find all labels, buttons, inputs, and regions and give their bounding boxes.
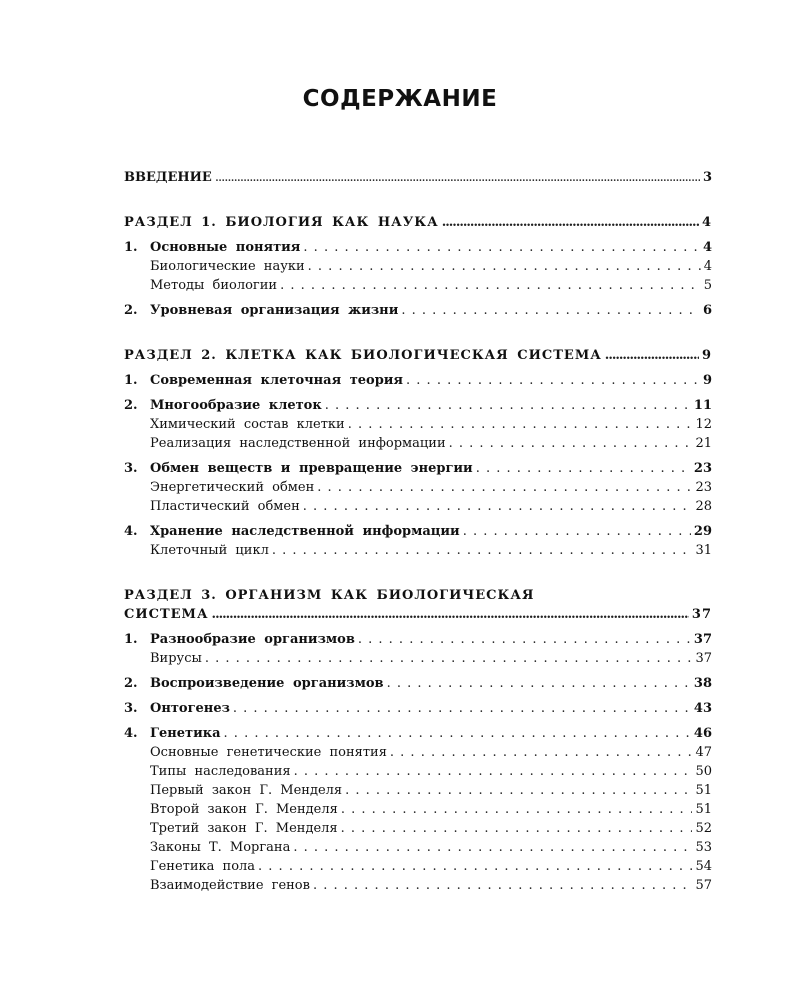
toc-subtopic[interactable] — [124, 649, 712, 668]
toc-chapter[interactable] — [124, 371, 712, 390]
subtopic-label: Взаимодействие генов — [150, 878, 310, 893]
chapter-page: 29 — [693, 524, 712, 539]
subtopic-label: Энергетический обмен — [150, 480, 315, 495]
subtopic-label: Основные генетические понятия — [150, 745, 387, 760]
dot-leader — [272, 541, 693, 560]
section-label: РАЗДЕЛ 2. КЛЕТКА КАК БИОЛОГИЧЕСКАЯ СИСТЕМА — [124, 348, 602, 363]
subtopic-label: Реализация наследственной информации — [150, 436, 446, 451]
subtopic-page: 5 — [703, 278, 712, 293]
subtopic-label: Методы биологии — [150, 278, 278, 293]
dot-leader — [303, 238, 700, 257]
subtopic-label: Первый закон Г. Менделя — [150, 783, 343, 798]
chapter-number: 3. — [124, 701, 138, 716]
chapter-number: 4. — [124, 524, 138, 539]
dot-leader — [387, 674, 691, 693]
toc-subtopic[interactable] — [124, 876, 712, 895]
toc-intro[interactable] — [124, 168, 712, 187]
dot-leader — [449, 434, 693, 453]
dot-leader — [308, 257, 701, 276]
toc-subtopic[interactable] — [124, 415, 712, 434]
chapter-page: 23 — [693, 461, 712, 476]
section-label: РАЗДЕЛ 1. БИОЛОГИЯ КАК НАУКА — [124, 215, 439, 230]
section-label: СИСТЕМА — [124, 607, 209, 622]
subtopic-label: Второй закон Г. Менделя — [150, 802, 338, 817]
chapter-page: 43 — [693, 701, 712, 716]
chapter-number: 2. — [124, 398, 138, 413]
chapter-label: Генетика — [150, 726, 221, 741]
subtopic-page: 47 — [695, 745, 712, 760]
toc-subtopic[interactable] — [124, 819, 712, 838]
subtopic-page: 23 — [695, 480, 712, 495]
chapter-label: Разнообразие организмов — [150, 632, 355, 647]
chapter-page: 9 — [702, 373, 712, 388]
dot-leader — [205, 649, 693, 668]
dot-leader — [294, 762, 693, 781]
toc-chapter[interactable] — [124, 699, 712, 718]
subtopic-label: Генетика пола — [150, 859, 256, 874]
chapter-page: 4 — [702, 240, 712, 255]
toc-chapter[interactable] — [124, 396, 712, 415]
toc-subtopic[interactable] — [124, 276, 712, 295]
subtopic-page: 53 — [695, 840, 712, 855]
dot-leader — [341, 800, 693, 819]
chapter-label: Уровневая организация жизни — [150, 303, 399, 318]
dot-leader — [406, 371, 700, 390]
chapter-number: 1. — [124, 373, 138, 388]
subtopic-page: 31 — [695, 543, 712, 558]
toc-chapter[interactable] — [124, 674, 712, 693]
dot-leader — [463, 522, 691, 541]
dot-leader — [401, 301, 700, 320]
subtopic-label: Клеточный цикл — [150, 543, 269, 558]
section-page: 4 — [701, 215, 712, 230]
dot-leader — [215, 168, 700, 187]
toc-chapter[interactable] — [124, 724, 712, 743]
subtopic-page: 37 — [695, 651, 712, 666]
dot-leader — [476, 459, 691, 478]
subtopic-label: Типы наследования — [150, 764, 291, 779]
chapter-label: Основные понятия — [150, 240, 301, 255]
subtopic-page: 28 — [695, 499, 712, 514]
dot-leader — [348, 415, 693, 434]
chapter-label: Онтогенез — [150, 701, 230, 716]
toc-subtopic[interactable] — [124, 743, 712, 762]
chapter-number: 1. — [124, 240, 138, 255]
section-label-line1: РАЗДЕЛ 3. ОРГАНИЗМ КАК БИОЛОГИЧЕСКАЯ — [124, 588, 535, 603]
subtopic-page: 54 — [695, 859, 712, 874]
chapter-page: 6 — [702, 303, 712, 318]
subtopic-label: Третий закон Г. Менделя — [150, 821, 338, 836]
toc-subtopic[interactable] — [124, 800, 712, 819]
page-title: СОДЕРЖАНИЕ — [302, 86, 498, 112]
dot-leader — [233, 699, 691, 718]
toc-subtopic[interactable] — [124, 857, 712, 876]
section-page: 9 — [701, 348, 712, 363]
table-of-contents — [124, 168, 712, 895]
chapter-label: Современная клеточная теория — [150, 373, 404, 388]
toc-section-1[interactable] — [124, 213, 712, 232]
dot-leader — [303, 497, 693, 516]
subtopic-page: 4 — [703, 259, 712, 274]
dot-leader — [317, 478, 692, 497]
dot-leader — [313, 876, 692, 895]
subtopic-page: 57 — [695, 878, 712, 893]
dot-leader — [325, 396, 691, 415]
toc-chapter[interactable] — [124, 630, 712, 649]
section-page: 37 — [691, 607, 712, 622]
dot-leader — [345, 781, 692, 800]
chapter-label: Хранение наследственной информации — [150, 524, 460, 539]
toc-subtopic[interactable] — [124, 478, 712, 497]
subtopic-label: Биологические науки — [150, 259, 305, 274]
toc-subtopic[interactable] — [124, 497, 712, 516]
dot-leader — [280, 276, 701, 295]
dot-leader — [224, 724, 691, 743]
dot-leader — [293, 838, 692, 857]
chapter-number: 4. — [124, 726, 138, 741]
toc-subtopic[interactable] — [124, 781, 712, 800]
toc-chapter[interactable] — [124, 238, 712, 257]
subtopic-page: 52 — [695, 821, 712, 836]
dot-leader — [341, 819, 693, 838]
subtopic-page: 12 — [695, 417, 712, 432]
subtopic-page: 51 — [695, 802, 712, 817]
chapter-page: 37 — [693, 632, 712, 647]
toc-chapter[interactable] — [124, 301, 712, 320]
dot-leader — [442, 213, 699, 232]
subtopic-page: 21 — [695, 436, 712, 451]
subtopic-page: 51 — [695, 783, 712, 798]
dot-leader — [212, 605, 689, 624]
toc-chapter[interactable] — [124, 522, 712, 541]
chapter-label: Обмен веществ и превращение энергии — [150, 461, 473, 476]
toc-intro-label: ВВЕДЕНИЕ — [124, 170, 212, 185]
dot-leader — [358, 630, 691, 649]
chapter-label: Многообразие клеток — [150, 398, 322, 413]
dot-leader — [390, 743, 693, 762]
toc-subtopic[interactable] — [124, 257, 712, 276]
toc-intro-page: 3 — [702, 170, 712, 185]
toc-subtopic[interactable] — [124, 434, 712, 453]
chapter-page: 11 — [693, 398, 712, 413]
chapter-number: 1. — [124, 632, 138, 647]
toc-chapter[interactable] — [124, 459, 712, 478]
subtopic-label: Вирусы — [150, 651, 202, 666]
chapter-label: Воспроизведение организмов — [150, 676, 384, 691]
chapter-page: 46 — [693, 726, 712, 741]
chapter-number: 2. — [124, 303, 138, 318]
dot-leader — [258, 857, 692, 876]
toc-subtopic[interactable] — [124, 762, 712, 781]
toc-section-2[interactable] — [124, 346, 712, 365]
subtopic-label: Законы Т. Моргана — [150, 840, 291, 855]
toc-subtopic[interactable] — [124, 838, 712, 857]
subtopic-label: Пластический обмен — [150, 499, 300, 514]
chapter-page: 38 — [693, 676, 712, 691]
subtopic-label: Химический состав клетки — [150, 417, 345, 432]
dot-leader — [605, 346, 699, 365]
toc-section-3[interactable] — [124, 605, 712, 624]
chapter-number: 3. — [124, 461, 138, 476]
chapter-number: 2. — [124, 676, 138, 691]
toc-subtopic[interactable] — [124, 541, 712, 560]
subtopic-page: 50 — [695, 764, 712, 779]
